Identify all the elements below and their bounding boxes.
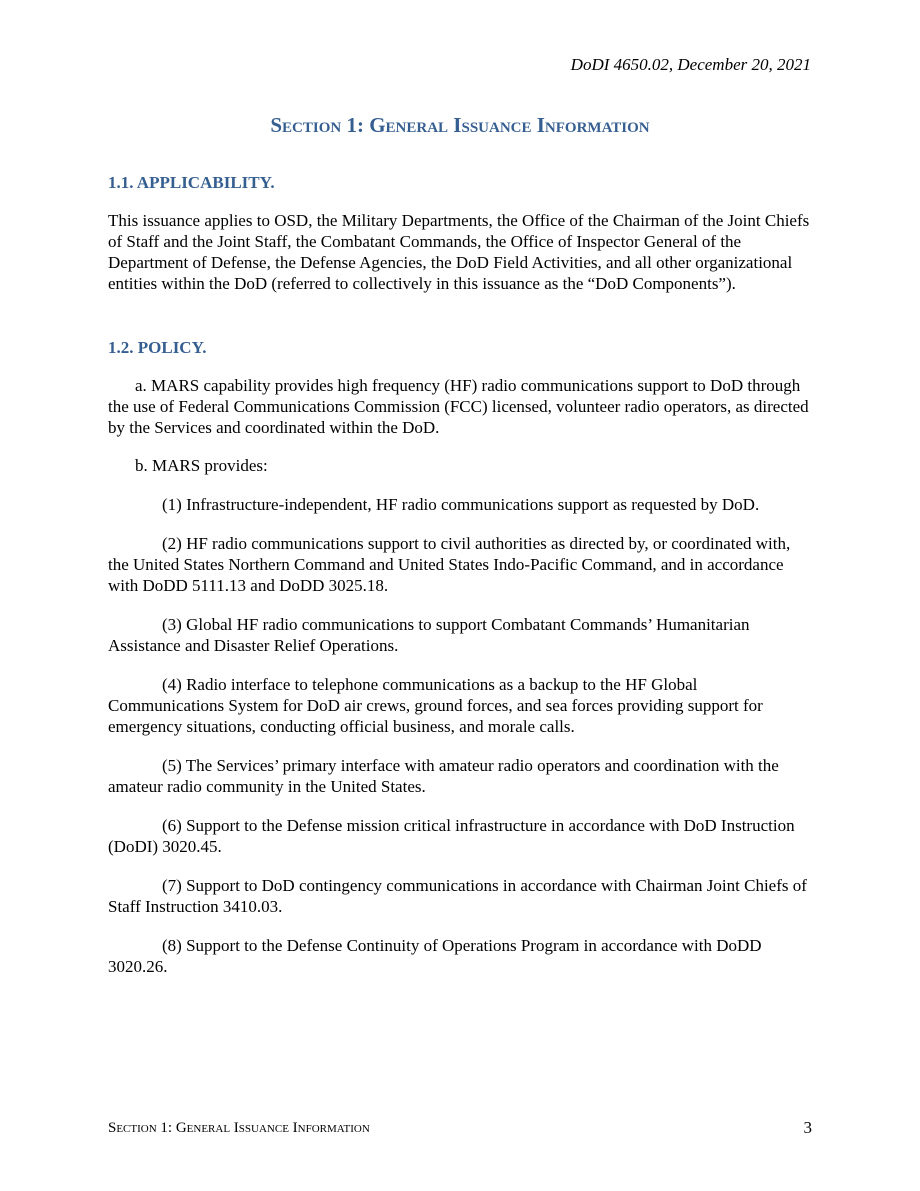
policy-paragraph-b: b. MARS provides: — [135, 456, 268, 475]
page-number: 3 — [803, 1118, 812, 1137]
policy-item-1: (1) Infrastructure-independent, HF radio communications support as requested by DoD. — [162, 495, 760, 514]
document-body — [108, 172, 813, 977]
footer-section-title: Section 1: General Issuance Information — [108, 1120, 370, 1136]
policy-item-7: (7) Support to DoD contingency communications in accordance with Chairman Joint Chiefs of Staff Instruction 3410.03. — [108, 876, 807, 916]
policy-item-8: (8) Support to the Defense Continuity of Operations Program in accordance with DoDD 3020.26. — [108, 936, 762, 976]
document-reference: DoDI 4650.02, December 20, 2021 — [570, 55, 811, 74]
policy-item-6: (6) Support to the Defense mission critical infrastructure in accordance with DoD Instruction (DoDI) 3020.45. — [108, 816, 795, 856]
policy-item-3: (3) Global HF radio communications to support Combatant Commands’ Humanitarian Assistance and Disaster Relief Operations. — [108, 615, 750, 655]
applicability-paragraph: This issuance applies to OSD, the Military Departments, the Office of the Chairman of the Joint Chiefs of Staff and the Joint Staff, the Combatant Commands, the Office of Inspector General of the Department of Defense, the Defense Agencies, the DoD Field Activities, and all other organizational entities within the DoD (referred to collectively in this issuance as the “DoD Components”). — [108, 211, 810, 293]
policy-item-2: (2) HF radio communications support to civil authorities as directed by, or coordinated with, the United States Northern Command and United States Indo-Pacific Command, and in accordance with DoDD 5111.13 and DoDD 3025.18. — [108, 534, 791, 595]
section-title: Section 1: General Issuance Information — [270, 113, 650, 137]
applicability-heading: 1.1. APPLICABILITY. — [108, 173, 275, 192]
policy-item-5: (5) The Services’ primary interface with amateur radio operators and coordination with the amateur radio community in the United States. — [108, 756, 779, 796]
policy-heading: 1.2. POLICY. — [108, 338, 207, 357]
policy-item-4: (4) Radio interface to telephone communications as a backup to the HF Global Communications System for DoD air crews, ground forces, and sea forces providing support for emergency situations, conducting official business, and morale calls. — [108, 675, 763, 736]
policy-paragraph-a: a. MARS capability provides high frequency (HF) radio communications support to DoD through the use of Federal Communications Commission (FCC) licensed, volunteer radio operators, as directed by the Services and coordinated within the DoD. — [108, 376, 809, 437]
